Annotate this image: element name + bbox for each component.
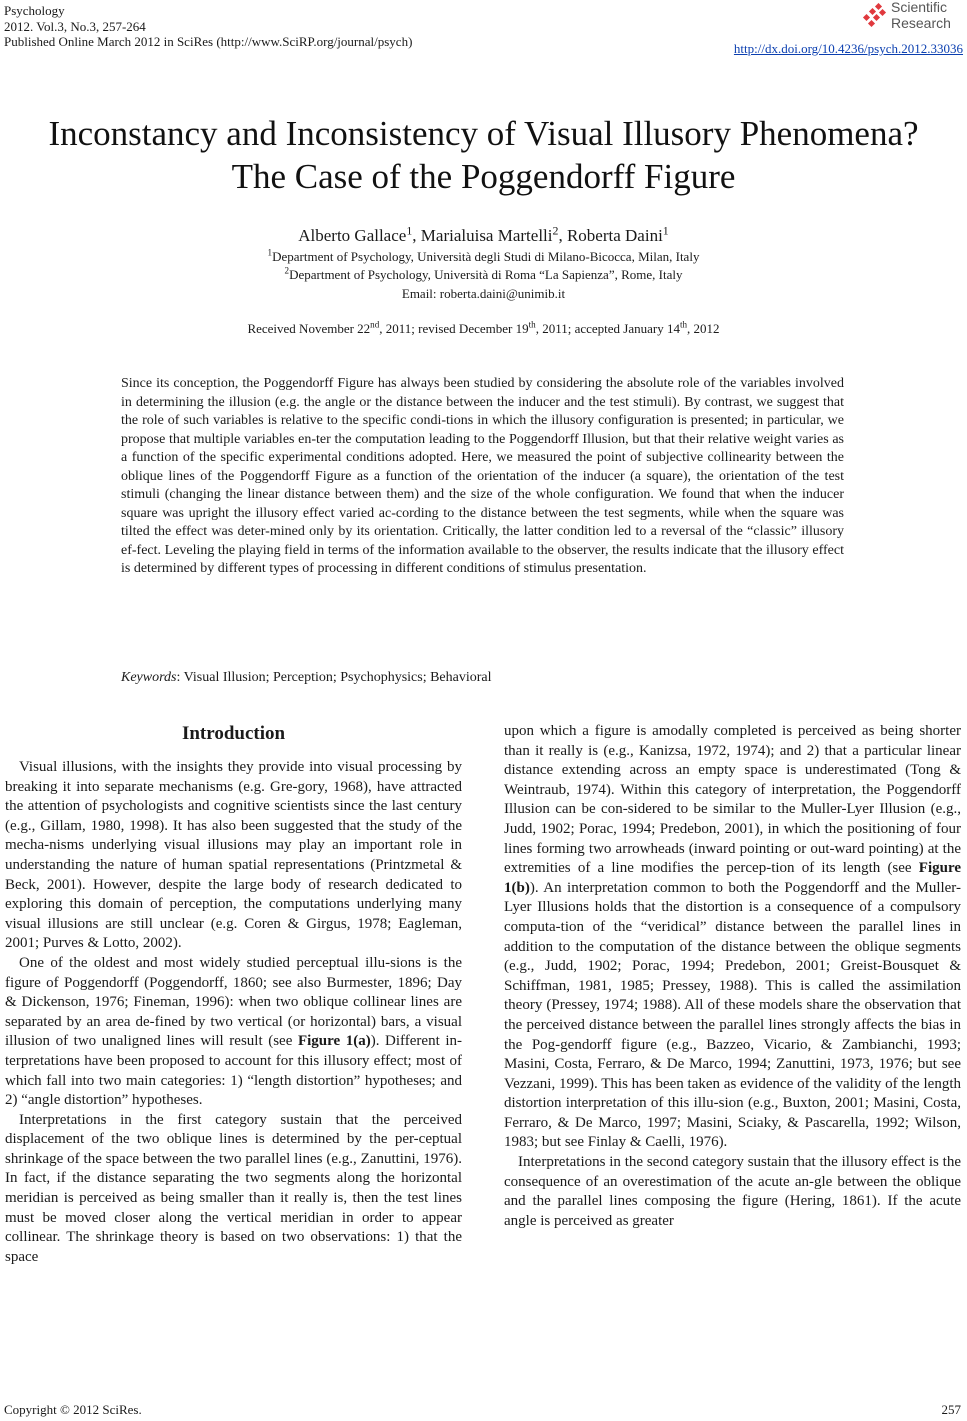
left-column <box>5 722 462 1267</box>
paragraph: One of the oldest and most widely studied perceptual illu-sions is the figure of Poggendorff (Poggendorff, 1860; see also Burmester, 1896; Day & Dickenson, 1976; Fineman, 1996): when two oblique collinear lines are separated by an area de-fined by two vertical (or horizontal) bars, a visual illusion of two unaligned lines will result (see Figure 1(a)). Different in-terpretations have been proposed to account for this illusory effect; most of which fall into two main categories: 1) “length distortion” hypotheses; and 2) “angle distortion” hypotheses. <box>5 954 462 1109</box>
keywords-label: Keywords <box>121 670 177 685</box>
abstract: Since its conception, the Poggendorff Figure has always been studied by considering the absolute role of the variables involved in determining the illusion (e.g. the angle or the distance between the inducer and the test stimuli). By contrast, we suggest that the role of such variables is relative to the specific condi-tions in which the illusory configuration is presented; in particular, we propose that multiple variables en-ter the computation leading to the Poggendorff Illusion, but that their relative weight varies as a function of the specific experimental conditions adopted. Here, we measured the point of subjective collinearity between the oblique lines of the Poggendorff Figure as a function of the orientation of the inducer (a square), the orientation of the test stimuli (changing the linear distance between them) and the size of the whole configuration. We found that when the inducer square was upright the illusory effect varied ac-cording to the distance between the test segments, while when the square was tilted the effect was deter-mined only by its orientation. Critically, the latter condition led to a reversal of the “classic” illusory ef-fect. Leveling the playing field in terms of the information available to the observer, the results indicate that the illusory effect is determined by different types of processing in different conditions of stimulus presentation. <box>121 376 844 576</box>
paragraph: Visual illusions, with the insights they provide into visual processing by breaking it into separate mechanisms (e.g. Gre-gory, 1968), have attracted the attention of psychologists and cognitive scientists since the last century (e.g., Gillam, 1980, 1998). It has also been suggested that the study of the mecha-nisms underlying visual illusions may play an important role in understanding the nature of human spatial representations (Printzmetal & Beck, 2001). However, despite the large body of research dedicated to exploring this domain of perception, the computations underlying many visual illusions are still unclear (e.g. Coren & Girgus, 1978; Eagleman, 2001; Purves & Lotto, 2002). <box>5 759 462 952</box>
keywords-text: : Visual Illusion; Perception; Psychophysics; Behavioral <box>176 670 492 685</box>
keywords <box>121 670 492 686</box>
author-affiliation-mark: 2 <box>552 223 559 238</box>
corresponding-email: Email: roberta.daini@unimib.it <box>401 286 566 301</box>
paragraph: upon which a figure is amodally completed is perceived as being shorter than it really is (e.g., Kanizsa, 1972, 1974); and 2) that a particular linear distance extending across an empty space is underestimated (Tong & Weintraub, 1974). Within this category of interpretation, the Poggendorff Illusion can be con-sidered to be similar to the Muller-Lyer Illusion (e.g., Judd, 1902; Porac, 1994; Predebon, 2001), in which the positioning of four lines forming two arrowheads (inward pointing or out-ward pointing) at the extremities of a line modifies the percep-tion of its length (see Figure 1(b)). An interpretation common to both the Poggendorff and the Muller-Lyer Illusions holds that the distortion is a consequence of a compulsory computa-tion of the “veridical” distance between the parallel lines in addition to the computation of the distance between the oblique segments (e.g., Judd, 1902; Porac, 1994; Predebon, 2001; Greist-Bousquet & Schiffman, 1981, 1985; Pressey, 1988). This is called the assimilation theory (Pressey, 1974; 1988). All of these models share the observation that the perceived distance between the parallel lines strongly affects the bias in the Pog-gendorff figure (e.g., Bazzeo, Vicario, & Zambianchi, 1993; Masini, Costa, Ferraro, & De Marco, 1994; Zanuttini, 1973, 1976; but see Vezzani, 1999). This has been taken as evidence of the validity of the length distortion interpretation of this illu-sion (e.g., Buxton, 2001; Masini, Costa, Ferraro, & De Marco, 1997; Masini, Sciaky, & Pascarella, 1992; Wilson, 1983; but see Finlay & Caelli, 1976). <box>504 723 961 1151</box>
author-name: Marialuisa Martelli <box>420 226 553 245</box>
page-number: 257 <box>941 1402 961 1417</box>
author-affiliation-mark: 1 <box>406 223 413 238</box>
figure-reference: Figure 1(a) <box>297 1033 371 1050</box>
received-dates: Received November 22nd, 2011; revised December 19th, 2011; accepted January 14th, 2012 <box>247 319 720 336</box>
paragraph: Interpretations in the first category sustain that the perceived displacement of the two oblique lines is determined by the per-ceptual shrinkage of the space between the two parallel lines (e.g., Zanuttini, 1976). In fact, if the distance separating the two segments along the horizontal meridian is perceived as being smaller than it really is, then the test lines must be moved closer along the vertical meridian in order to appear collinear. The shrinkage theory is based on two observations: 1) that the space <box>5 1111 462 1265</box>
author-list: Alberto Gallace$^1$, Marialuisa Martelli$^2$, Roberta Daini$^1$ <box>298 223 669 245</box>
paper-title <box>0 112 967 198</box>
logo-mark-icon <box>861 3 889 31</box>
author-name: Alberto Gallace <box>298 226 407 245</box>
doi-link[interactable]: http://dx.doi.org/10.4236/psych.2012.33036 <box>733 41 963 56</box>
right-column <box>504 722 961 1231</box>
title-line-2: The Case of the Poggendorff Figure <box>231 157 736 196</box>
journal-volume: 2012. Vol.3, No.3, 257-264 <box>4 18 146 34</box>
author-affiliation-mark: 1 <box>662 223 669 238</box>
publication-info: Published Online March 2012 in SciRes (http://www.SciRP.org/journal/psych) <box>4 34 413 50</box>
scientific-research-logo <box>861 0 961 36</box>
copyright-notice: Copyright © 2012 SciRes. <box>4 1402 142 1417</box>
logo-text: Scientific Research <box>891 0 951 31</box>
title-line-1: Inconstancy and Inconsistency of Visual Illusory Phenomena? <box>48 114 919 153</box>
figure-reference: Figure 1(b) <box>504 860 961 896</box>
journal-header <box>4 3 412 50</box>
affiliation-1: $^1$Department of Psychology, Università degli Studi di Milano-Bicocca, Milan, Italy <box>267 247 700 264</box>
section-heading: Introduction <box>181 723 286 744</box>
affiliation-2: $^2$Department of Psychology, Università di Roma “La Sapienza”, Rome, Italy <box>284 265 683 282</box>
author-name: Roberta Daini <box>566 226 663 245</box>
journal-name: Psychology <box>4 3 65 18</box>
paragraph: Interpretations in the second category sustain that the illusory effect is the consequence of an overestimation of the acute an-gle between the oblique and the parallel lines composing the figure (Hering, 1861). If the acute angle is perceived as greater <box>504 1154 961 1229</box>
